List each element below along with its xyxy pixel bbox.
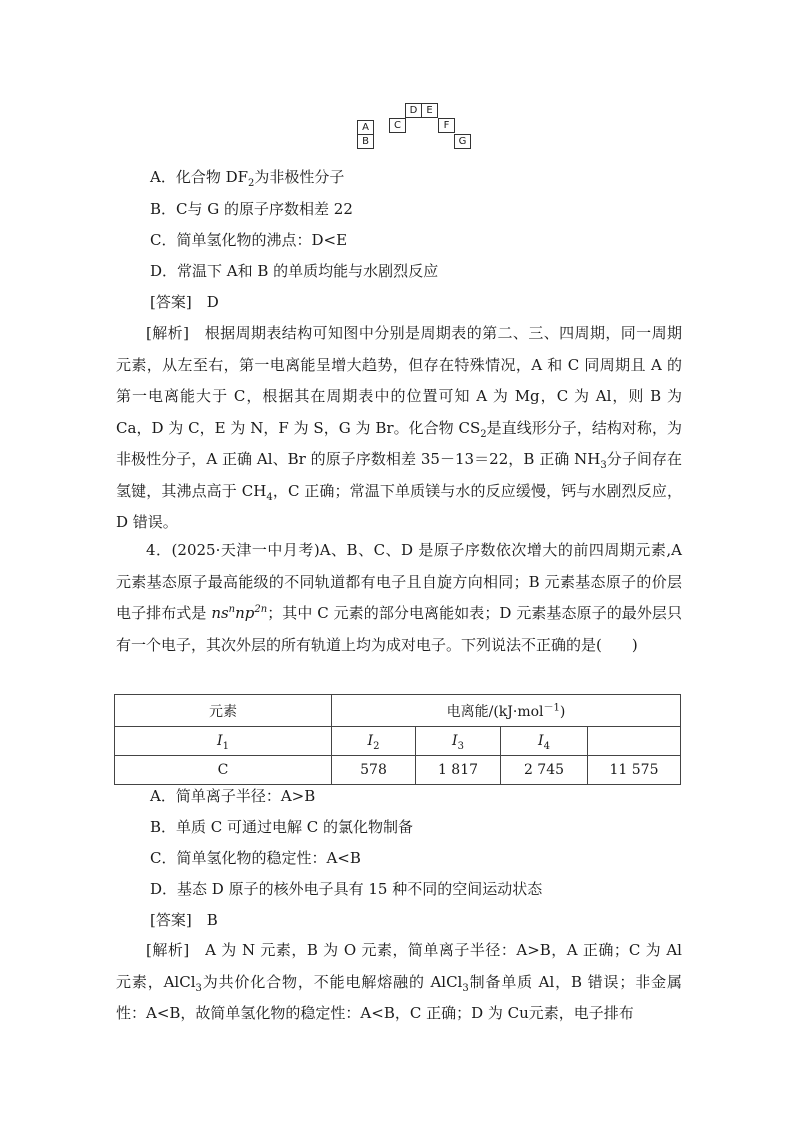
q4-stem: 4．(2025·天津一中月考)A、B、C、D 是原子序数依次增大的前四周期元素,A 元素基态原子最高能级的不同轨道都有电子且自旋方向相同；B 元素基态原子的价层电子排布式是 $ns^nnp^{2n}$；其中 C 元素的部分电离能如表；D 元素基态原子的最外层只有一个电子，其次外层的所有轨道上均为成对电子。下列说法不正确的是( ) <box>116 541 682 654</box>
element-box-g: G <box>454 134 471 149</box>
table-subheader-i3: $I_3$ <box>416 727 501 756</box>
table-subheader-i4: $I_4$ <box>501 727 588 756</box>
table-header-ionization: 电离能/(kJ·mol$^{-1}$) <box>332 695 681 727</box>
table-cell: 11 575 <box>588 756 681 785</box>
table-cell: 578 <box>332 756 416 785</box>
q4-analysis: [解析] A 为 N 元素，B 为 O 元素，简单离子半径：A>B，A 正确；C 为 Al 元素，AlCl$_3$为共价化合物，不能电解熔融的 AlCl$_3$制备单质 Al，B 错误；非金属性：A<B，故简单氢化物的稳定性：A<B，C 正确；D 为 Cu元素，电子排布 <box>116 941 682 1022</box>
ionization-energy-table <box>114 694 681 785</box>
q4-option-b: B．单质 C 可通过电解 C 的氯化物制备 <box>150 818 414 836</box>
table-subheader-empty <box>588 727 681 756</box>
element-box-a: A <box>357 120 374 135</box>
q3-option-b: B．C与 G 的原子序数相差 22 <box>150 200 353 218</box>
element-box-c: C <box>389 118 406 133</box>
q3-option-a: A．化合物 $DF_2$为非极性分子 <box>150 168 345 189</box>
element-box-d: D <box>405 103 422 118</box>
q4-option-c: C．简单氢化物的稳定性：A<B <box>150 849 361 867</box>
table-subheader-i2: $I_2$ <box>332 727 416 756</box>
table-cell: C <box>115 756 332 785</box>
element-box-e: E <box>421 103 438 118</box>
q4-option-a: A．简单离子半径：A>B <box>150 787 316 805</box>
q3-option-d: D．常温下 A和 B 的单质均能与水剧烈反应 <box>150 262 439 280</box>
q3-analysis: [解析] 根据周期表结构可知图中分别是周期表的第二、三、四周期，同一周期元素，从左至右，第一电离能呈增大趋势，但存在特殊情况，A 和 C 同周期且 A 的第一电离能大于 C，根据其在周期表中的位置可知 A 为 Mg，C 为 Al，则 B 为 Ca，D 为 C，E 为 N，F 为 S，G 为 Br。化合物 $CS_2$是直线形分子，结构对称，为非极性分子，A 正确 Al、Br 的原子序数相差 35－13＝22，B 正确 $NH_3$分子间存在氢键，其沸点高于 $CH_4$，C 正确；常温下单质镁与水的反应缓慢，钙与水剧烈反应，D 错误。 <box>116 324 683 531</box>
q4-answer: [答案] B <box>150 911 218 929</box>
q3-option-c: C．简单氢化物的沸点：D<E <box>150 231 348 249</box>
element-box-b: B <box>357 134 374 149</box>
table-cell: 2 745 <box>501 756 588 785</box>
table-cell: 1 817 <box>416 756 501 785</box>
table-header-element: 元素 <box>115 695 332 727</box>
table-row <box>115 756 681 785</box>
q4-option-d: D．基态 D 原子的核外电子具有 15 种不同的空间运动状态 <box>150 880 543 898</box>
element-box-f: F <box>438 118 455 133</box>
table-subheader-i1: $I_1$ <box>115 727 332 756</box>
q3-answer: [答案] D <box>150 293 219 311</box>
